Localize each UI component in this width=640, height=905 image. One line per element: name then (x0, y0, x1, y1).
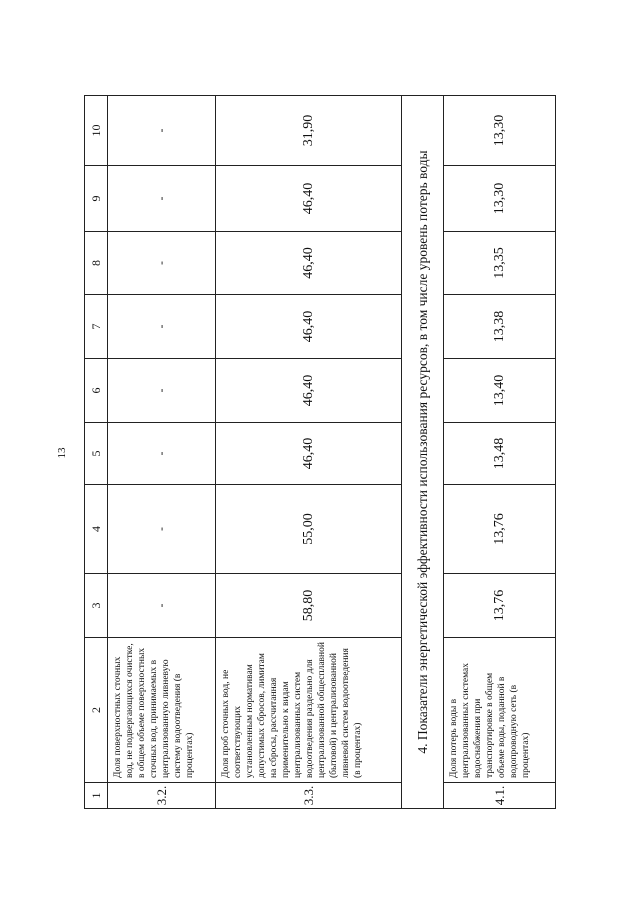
cell-value: - (108, 423, 216, 485)
section-title: 4. Показатели энергетической эффективности использования ресурсов, в том числе уровень потерь воды (402, 96, 444, 809)
indicators-table (84, 95, 556, 809)
cell-value: 31,90 (216, 96, 402, 166)
cell-value: 13,76 (444, 574, 556, 638)
page-number: 13 (56, 447, 68, 459)
cell-value: - (108, 485, 216, 574)
cell-value: 46,40 (216, 232, 402, 295)
cell-value: 13,38 (444, 295, 556, 359)
cell-value: 46,40 (216, 295, 402, 359)
column-header: 8 (85, 232, 108, 295)
cell-value: - (108, 359, 216, 423)
table-row (108, 96, 216, 809)
header-row (85, 96, 108, 809)
column-header: 10 (85, 96, 108, 166)
cell-value: - (108, 574, 216, 638)
row-number: 4.1. (444, 783, 556, 809)
cell-value: 58,80 (216, 574, 402, 638)
cell-value: 55,00 (216, 485, 402, 574)
cell-value: - (108, 232, 216, 295)
cell-value: 13,30 (444, 166, 556, 232)
cell-value: 13,48 (444, 423, 556, 485)
cell-value: 13,40 (444, 359, 556, 423)
column-header: 4 (85, 485, 108, 574)
column-header: 2 (85, 638, 108, 783)
column-header: 9 (85, 166, 108, 232)
cell-value: 13,30 (444, 96, 556, 166)
cell-value: - (108, 96, 216, 166)
row-description: Доля потерь воды в централизованных системах водоснабжения при транспортировке в общем объеме воды, поданной в водопроводную сеть (в процентах) (444, 638, 556, 783)
cell-value: 46,40 (216, 423, 402, 485)
column-header: 7 (85, 295, 108, 359)
column-header: 3 (85, 574, 108, 638)
row-description: Доля поверхностных сточных вод, не подвергающихся очистке, в общем объеме поверхностных сточных вод, принимаемых в централизованную ливневую систему водоотведения (в процентах) (108, 638, 216, 783)
cell-value: - (108, 295, 216, 359)
row-description: Доля проб сточных вод, не соответствующих установленным нормативам допустимых сбросов, лимитам на сбросы, рассчитанная применительно к видам централизованных систем водоотведения раздельно для централизованной общесплавной (бытовой) и централизованной ливневой систем водоотведения (в процентах) (216, 638, 402, 783)
row-number: 3.2. (108, 783, 216, 809)
table-row (216, 96, 402, 809)
column-header: 6 (85, 359, 108, 423)
cell-value: 46,40 (216, 166, 402, 232)
cell-value: 13,35 (444, 232, 556, 295)
column-header: 1 (85, 783, 108, 809)
section-row (402, 96, 444, 809)
cell-value: 13,76 (444, 485, 556, 574)
row-number: 3.3. (216, 783, 402, 809)
table-row (444, 96, 556, 809)
column-header: 5 (85, 423, 108, 485)
cell-value: 46,40 (216, 359, 402, 423)
cell-value: - (108, 166, 216, 232)
table-frame (84, 96, 531, 809)
